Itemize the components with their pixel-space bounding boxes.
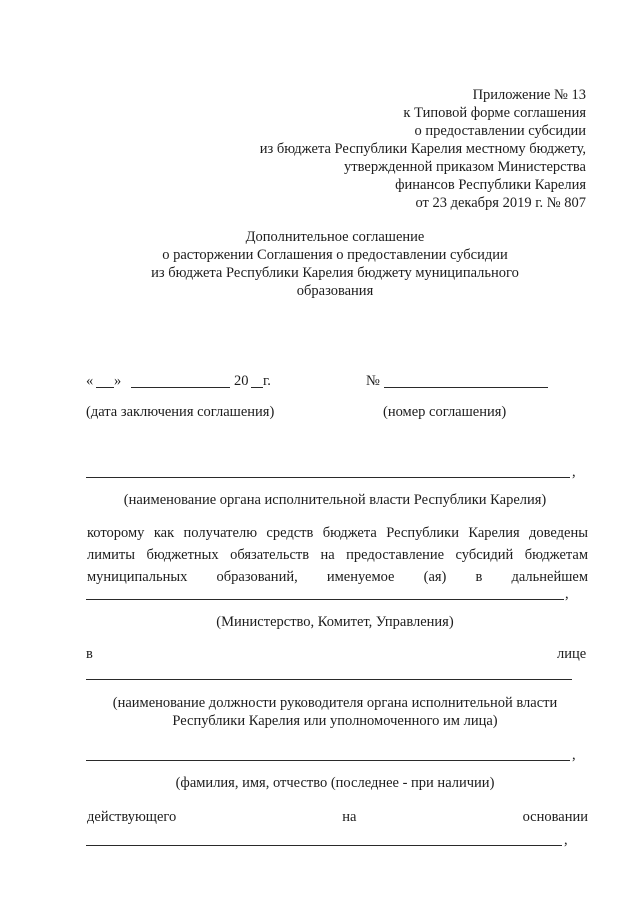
header-line-3: о предоставлении субсидии <box>414 123 586 139</box>
ministry-comma: , <box>565 586 569 602</box>
day-blank[interactable] <box>96 387 114 388</box>
date-close-quote: » <box>114 373 122 389</box>
fio-comma: , <box>572 747 576 763</box>
position-caption-2: Республики Карелия или уполномоченного им лица) <box>172 713 498 729</box>
acting-line: действующего на основании <box>87 809 588 825</box>
title-line-1: Дополнительное соглашение <box>245 229 425 245</box>
header-line-5: утвержденной приказом Министерства <box>344 159 586 175</box>
agreement-number-blank[interactable] <box>384 387 548 388</box>
position-blank[interactable] <box>86 679 572 680</box>
fio-caption: (фамилия, имя, отчество (последнее - при наличии) <box>175 775 495 791</box>
ministry-caption: (Министерство, Комитет, Управления) <box>216 614 454 630</box>
person-word: лице <box>557 646 587 662</box>
paragraph-line-1: которому как получателю средств бюджета Республики Карелия доведены <box>87 525 588 541</box>
position-caption-1: (наименование должности руководителя органа исполнительной власти <box>112 695 558 711</box>
number-sign: № <box>366 373 380 389</box>
date-open-quote: « <box>86 373 94 389</box>
paragraph-line-3: муниципальных образований, именуемое (ая) в дальнейшем <box>87 569 588 585</box>
year-prefix: 20 <box>234 373 249 389</box>
header-line-1: Приложение № 13 <box>472 87 586 103</box>
year-blank[interactable] <box>251 387 263 388</box>
title-line-4: образования <box>296 283 374 299</box>
number-caption: (номер соглашения) <box>383 404 507 420</box>
basis-blank[interactable] <box>86 845 562 846</box>
date-caption: (дата заключения соглашения) <box>86 404 275 420</box>
header-line-6: финансов Республики Карелия <box>395 177 586 193</box>
title-line-3: из бюджета Республики Карелия бюджету муниципального <box>151 265 519 281</box>
month-blank[interactable] <box>131 387 230 388</box>
in-word: в <box>86 646 93 662</box>
header-line-2: к Типовой форме соглашения <box>403 105 586 121</box>
fio-blank[interactable] <box>86 760 570 761</box>
basis-comma: , <box>564 832 568 848</box>
header-line-4: из бюджета Республики Карелия местному бюджету, <box>259 141 586 157</box>
header-line-7: от 23 декабря 2019 г. № 807 <box>415 195 586 211</box>
organ-name-blank[interactable] <box>86 477 570 478</box>
organ-caption: (наименование органа исполнительной власти Республики Карелия) <box>123 492 547 508</box>
paragraph-line-2: лимиты бюджетных обязательств на предоставление субсидий бюджетам <box>87 547 588 563</box>
year-suffix: г. <box>263 373 271 389</box>
title-line-2: о расторжении Соглашения о предоставлении субсидии <box>162 247 508 263</box>
organ-name-comma: , <box>572 464 576 480</box>
ministry-blank[interactable] <box>86 599 564 600</box>
